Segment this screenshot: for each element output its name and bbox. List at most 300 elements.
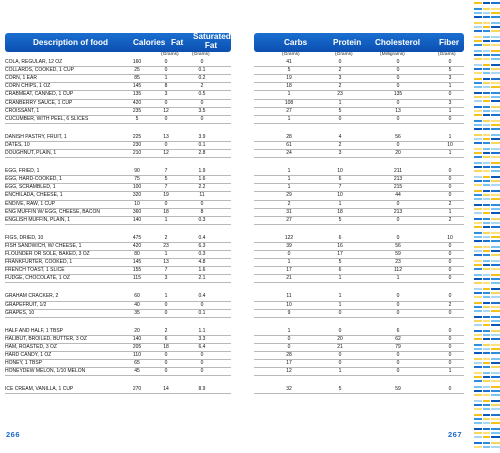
- cell-value: 270: [132, 386, 142, 393]
- cell-value: 0: [338, 352, 342, 358]
- stripe: [483, 16, 490, 18]
- food-name: HONEY, 1 TBSP: [5, 360, 43, 367]
- table-row: [5, 107, 470, 115]
- stripe: [491, 260, 500, 262]
- stripe: [483, 358, 490, 360]
- food-name: CUCUMBER, WITH PEEL, 6 SLICES: [5, 115, 89, 122]
- stripe: [474, 292, 482, 294]
- cell-value: 5: [135, 115, 139, 122]
- col-header-protein: Protein: [333, 38, 362, 47]
- stripe: [483, 208, 490, 210]
- col-header-fat: Fat: [171, 38, 184, 47]
- cell-value: 0: [396, 309, 400, 316]
- cell-value: 0: [448, 176, 452, 183]
- cell-value: 1.9: [198, 168, 206, 175]
- cell-value: 2: [338, 83, 342, 90]
- stripe: [483, 330, 490, 332]
- stripe: [474, 404, 482, 406]
- stripe: [491, 114, 500, 116]
- stripe: [491, 422, 500, 424]
- stripe: [474, 236, 482, 238]
- stripe: [474, 310, 482, 312]
- table-row: [5, 274, 470, 282]
- cell-value: 17: [286, 267, 292, 274]
- stripe: [483, 40, 490, 42]
- cell-value: 0: [448, 242, 452, 249]
- stripe: [474, 254, 482, 256]
- stripe: [491, 204, 500, 206]
- stripe: [474, 170, 482, 172]
- stripe: [474, 26, 482, 28]
- stripe: [491, 44, 500, 46]
- stripe: [491, 436, 500, 438]
- stripe: [491, 184, 500, 186]
- cell-value: 320: [132, 192, 142, 199]
- table-row: [5, 200, 470, 208]
- stripe: [483, 334, 490, 336]
- stripe: [491, 30, 500, 32]
- stripe: [491, 282, 500, 284]
- cell-value: 1: [287, 184, 291, 191]
- stripe: [474, 226, 482, 228]
- stripe: [491, 366, 500, 368]
- stripe: [491, 162, 500, 164]
- row-divider: [254, 123, 464, 124]
- cell-value: 1: [338, 275, 342, 282]
- cell-value: 0: [200, 301, 204, 308]
- table-row: [5, 191, 470, 199]
- cell-value: 3: [164, 91, 168, 98]
- stripe: [483, 274, 490, 276]
- stripe: [474, 198, 482, 200]
- stripe: [491, 100, 500, 102]
- stripe: [491, 82, 500, 84]
- table-row: [5, 301, 470, 309]
- stripe: [483, 232, 490, 234]
- stripe: [491, 372, 500, 374]
- col-header-saturated-fat: Saturated Fat: [193, 32, 231, 50]
- cell-value: 2: [448, 200, 452, 207]
- cell-value: 0: [338, 115, 342, 122]
- stripe: [483, 376, 490, 378]
- stripe: [483, 394, 490, 396]
- cell-value: 1: [164, 216, 168, 223]
- cell-value: 1: [448, 368, 452, 375]
- table-row: [5, 367, 470, 375]
- stripe: [483, 414, 490, 416]
- food-name: ENG MUFFIN W/ EGG, CHEESE, BACON: [5, 208, 101, 215]
- cell-value: 20: [134, 327, 140, 334]
- stripe: [491, 316, 500, 318]
- cell-value: 112: [394, 267, 402, 274]
- stripe: [474, 204, 482, 206]
- table-row: [5, 133, 470, 141]
- row-divider: [5, 224, 231, 225]
- cell-value: 420: [132, 99, 142, 106]
- cell-value: 13: [395, 107, 401, 114]
- stripe: [483, 114, 490, 116]
- cell-value: 2: [448, 216, 452, 223]
- stripe: [491, 418, 500, 420]
- stripe: [483, 372, 490, 374]
- stripe: [483, 138, 490, 140]
- stripe: [491, 64, 500, 66]
- stripe: [483, 226, 490, 228]
- cell-value: 0: [448, 192, 452, 199]
- stripe: [474, 362, 482, 364]
- cell-value: 5: [287, 67, 291, 74]
- stripe: [474, 156, 482, 158]
- cell-value: 41: [286, 59, 292, 65]
- stripe: [474, 152, 482, 154]
- cell-value: 205: [132, 343, 142, 350]
- row-divider: [254, 317, 464, 318]
- cell-value: 1: [287, 115, 291, 122]
- cell-value: 0: [396, 67, 400, 74]
- cell-value: 2: [164, 327, 168, 334]
- cell-value: 9: [287, 309, 291, 316]
- stripe: [483, 8, 490, 10]
- stripe: [491, 348, 500, 350]
- cell-value: 85: [134, 75, 140, 82]
- cell-value: 2.2: [198, 184, 206, 191]
- cell-value: 5: [338, 259, 342, 266]
- cell-value: 0: [164, 360, 168, 367]
- cell-value: 235: [132, 107, 142, 114]
- stripe: [474, 240, 482, 242]
- stripe: [474, 348, 482, 350]
- stripe: [491, 292, 500, 294]
- stripe: [474, 414, 482, 416]
- stripe: [491, 264, 500, 266]
- unit-fat: (Grams): [161, 52, 179, 57]
- stripe: [483, 324, 490, 326]
- stripe: [491, 92, 500, 94]
- stripe: [483, 184, 490, 186]
- stripe: [483, 246, 490, 248]
- table-row: [5, 343, 470, 351]
- cell-value: 0: [396, 234, 400, 241]
- cell-value: 62: [395, 335, 401, 342]
- cell-value: 360: [132, 208, 142, 215]
- stripe: [474, 260, 482, 262]
- cell-value: 40: [134, 301, 140, 308]
- cell-value: 0: [448, 251, 452, 257]
- stripe: [474, 120, 482, 122]
- cell-value: 27: [286, 107, 292, 114]
- cell-value: 211: [394, 168, 402, 175]
- cell-value: 160: [132, 59, 142, 65]
- cell-value: 31: [286, 208, 292, 215]
- cell-value: 0: [448, 115, 452, 122]
- stripe: [483, 432, 490, 434]
- cell-value: 25: [134, 67, 140, 74]
- food-name: EGG, HARD-COOKED, 1: [5, 176, 62, 183]
- stripe: [474, 176, 482, 178]
- stripe: [474, 352, 482, 354]
- cell-value: 0: [200, 368, 204, 375]
- stripe: [474, 124, 482, 126]
- cell-value: 13: [163, 259, 169, 266]
- cell-value: 80: [134, 251, 140, 257]
- cell-value: 10: [447, 234, 453, 241]
- food-name: CORN, 1 EAR: [5, 75, 37, 82]
- cell-value: 115: [133, 275, 141, 282]
- stripe: [491, 86, 500, 88]
- stripe: [483, 442, 490, 444]
- stripe: [474, 418, 482, 420]
- stripe: [483, 100, 490, 102]
- stripe: [474, 114, 482, 116]
- stripe: [491, 446, 500, 448]
- stripe: [474, 288, 482, 290]
- stripe: [483, 362, 490, 364]
- page-number-left: 266: [6, 430, 21, 439]
- stripe: [474, 338, 482, 340]
- cell-value: 10: [134, 200, 140, 207]
- stripe: [483, 128, 490, 130]
- stripe: [491, 152, 500, 154]
- cell-value: 1.6: [198, 176, 206, 183]
- stripe: [491, 40, 500, 42]
- stripe: [474, 134, 482, 136]
- stripe: [474, 366, 482, 368]
- stripe: [474, 422, 482, 424]
- stripe: [491, 156, 500, 158]
- unit-sat-fat: (Grams): [192, 52, 210, 57]
- stripe: [483, 120, 490, 122]
- cell-value: 0.4: [198, 234, 206, 241]
- stripe: [491, 8, 500, 10]
- stripe: [483, 254, 490, 256]
- table-row: [5, 99, 470, 107]
- cell-value: 0: [396, 301, 400, 308]
- stripe: [474, 138, 482, 140]
- cell-value: 28: [286, 352, 292, 358]
- stripe: [474, 344, 482, 346]
- table-row: [5, 351, 470, 359]
- cell-value: 20: [337, 335, 343, 342]
- stripe: [491, 306, 500, 308]
- cell-value: 0: [448, 259, 452, 266]
- stripe: [474, 330, 482, 332]
- cell-value: 21: [286, 275, 292, 282]
- stripe: [483, 58, 490, 60]
- stripe: [483, 68, 490, 70]
- stripe: [483, 428, 490, 430]
- cell-value: 1: [448, 150, 452, 156]
- cell-value: 18: [163, 208, 169, 215]
- cell-value: 2: [200, 83, 204, 90]
- stripe: [483, 320, 490, 322]
- cell-value: 10: [286, 301, 292, 308]
- cell-value: 0: [200, 115, 204, 122]
- row-divider: [5, 375, 231, 376]
- stripe: [483, 152, 490, 154]
- stripe: [491, 16, 500, 18]
- cell-value: 420: [132, 242, 142, 249]
- cell-value: 0: [338, 327, 342, 334]
- stripe: [483, 404, 490, 406]
- stripe: [483, 338, 490, 340]
- food-name: FRENCH TOAST, 1 SLICE: [5, 267, 65, 274]
- row-divider: [254, 282, 464, 283]
- cell-value: 61: [286, 141, 292, 148]
- cell-value: 75: [134, 176, 140, 183]
- cell-value: 0: [448, 293, 452, 300]
- stripe: [483, 316, 490, 318]
- cell-value: 10: [337, 168, 343, 175]
- stripe: [474, 264, 482, 266]
- stripe: [491, 268, 500, 270]
- cell-value: 0: [164, 67, 168, 74]
- table-row: [5, 175, 470, 183]
- table-row: [5, 90, 470, 98]
- stripe: [474, 92, 482, 94]
- cell-value: 0: [396, 200, 400, 207]
- stripe: [474, 428, 482, 430]
- page-number-right: 267: [448, 430, 463, 439]
- cell-value: 2: [338, 67, 342, 74]
- table-row: [5, 258, 470, 266]
- cell-value: 1: [287, 91, 291, 98]
- stripe: [491, 310, 500, 312]
- row-divider: [254, 393, 464, 394]
- cell-value: 0: [396, 141, 400, 148]
- stripe: [474, 278, 482, 280]
- row-divider: [254, 224, 464, 225]
- stripe: [491, 236, 500, 238]
- row-divider: [254, 157, 464, 158]
- stripe: [483, 380, 490, 382]
- cell-value: 11: [286, 293, 292, 300]
- stripe: [474, 86, 482, 88]
- stripe: [491, 362, 500, 364]
- stripe: [483, 82, 490, 84]
- stripe: [483, 344, 490, 346]
- row-divider: [5, 317, 231, 318]
- stripe: [474, 190, 482, 192]
- stripe: [491, 198, 500, 200]
- stripe: [474, 296, 482, 298]
- cell-value: 35: [134, 309, 140, 316]
- stripe: [474, 246, 482, 248]
- cell-value: 0.1: [198, 67, 206, 74]
- stripe: [483, 218, 490, 220]
- table-row: [5, 359, 470, 367]
- cell-value: 0: [448, 343, 452, 350]
- cell-value: 1: [338, 301, 342, 308]
- stripe: [483, 166, 490, 168]
- stripe: [474, 148, 482, 150]
- cell-value: 0: [396, 115, 400, 122]
- cell-value: 56: [395, 133, 401, 140]
- stripe: [474, 302, 482, 304]
- cell-value: 17: [286, 360, 292, 367]
- table-row: [5, 167, 470, 175]
- stripe: [474, 446, 482, 448]
- stripe: [491, 176, 500, 178]
- stripe: [474, 316, 482, 318]
- stripe: [491, 50, 500, 52]
- stripe: [491, 110, 500, 112]
- food-name: HALF AND HALF, 1 TBSP: [5, 327, 63, 334]
- cell-value: 108: [284, 99, 294, 106]
- col-header-carbs: Carbs: [284, 38, 308, 47]
- stripe: [474, 100, 482, 102]
- stripe: [491, 274, 500, 276]
- cell-value: 7: [164, 267, 168, 274]
- cell-value: 0.4: [198, 293, 206, 300]
- food-name: HONEYDEW MELON, 1/10 MELON: [5, 368, 86, 375]
- cell-value: 18: [337, 208, 343, 215]
- cell-value: 0: [338, 309, 342, 316]
- stripe: [491, 240, 500, 242]
- cell-value: 2: [287, 200, 291, 207]
- cell-value: 1.6: [198, 267, 206, 274]
- stripe: [491, 72, 500, 74]
- cell-value: 1: [338, 293, 342, 300]
- cell-value: 12: [163, 107, 169, 114]
- header-bar-left: [5, 33, 231, 52]
- stripe: [491, 320, 500, 322]
- stripe: [491, 352, 500, 354]
- cell-value: 0.3: [198, 216, 206, 223]
- cell-value: 0: [164, 59, 168, 65]
- cell-value: 3.3: [198, 335, 206, 342]
- cell-value: 7: [164, 168, 168, 175]
- food-name: GRAPEFRUIT, 1/2: [5, 301, 47, 308]
- cell-value: 0: [164, 99, 168, 106]
- cell-value: 90: [134, 168, 140, 175]
- stripe: [483, 212, 490, 214]
- stripe: [491, 400, 500, 402]
- stripe: [491, 106, 500, 108]
- stripe: [483, 30, 490, 32]
- stripe: [491, 254, 500, 256]
- row-divider: [5, 393, 231, 394]
- cell-value: 122: [284, 234, 294, 241]
- cell-value: 0: [287, 335, 291, 342]
- cell-value: 0: [164, 309, 168, 316]
- stripe: [474, 50, 482, 52]
- cell-value: 6.4: [198, 343, 206, 350]
- food-name: DOUGHNUT, PLAIN, 1: [5, 150, 57, 156]
- cell-value: 0.1: [198, 309, 206, 316]
- cell-value: 3: [338, 150, 342, 156]
- stripe: [491, 302, 500, 304]
- cell-value: 0: [448, 309, 452, 316]
- cell-value: 145: [132, 259, 142, 266]
- food-name: EGG, FRIED, 1: [5, 168, 40, 175]
- stripe: [491, 2, 500, 4]
- cell-value: 3: [448, 75, 452, 82]
- cell-value: 0: [396, 293, 400, 300]
- stripe: [491, 442, 500, 444]
- stripe: [483, 288, 490, 290]
- cell-value: 1: [448, 107, 452, 114]
- stripe: [474, 68, 482, 70]
- stripe: [491, 138, 500, 140]
- stripe: [474, 36, 482, 38]
- cell-value: 20: [395, 150, 401, 156]
- stripe: [491, 380, 500, 382]
- cell-value: 23: [163, 242, 169, 249]
- stripe: [474, 78, 482, 80]
- stripe: [474, 274, 482, 276]
- food-name: HAM, ROASTED, 3 OZ: [5, 343, 57, 350]
- stripe: [483, 278, 490, 280]
